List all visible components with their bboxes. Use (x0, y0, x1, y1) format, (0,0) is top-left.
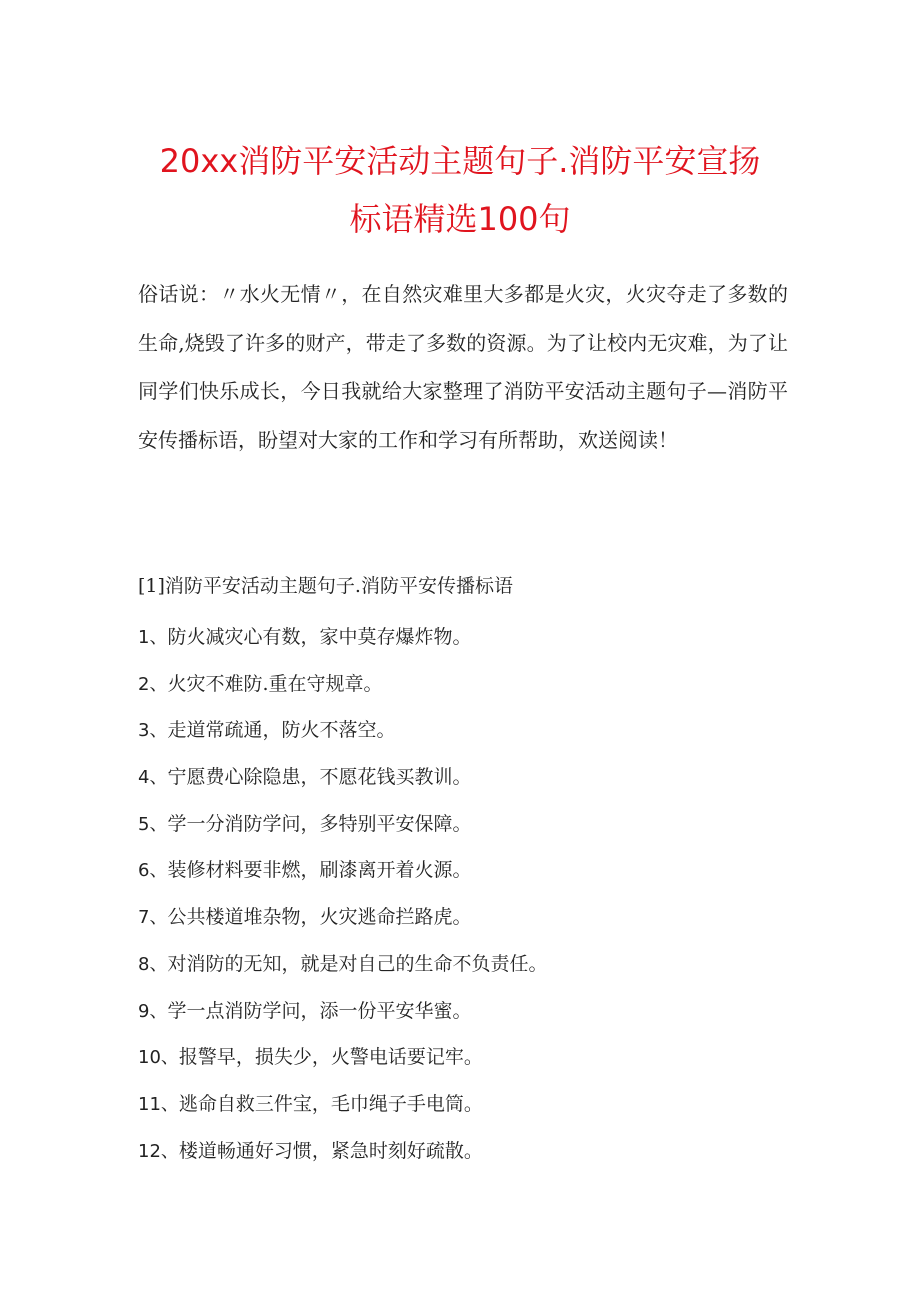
slogan-text: 楼道畅通好习惯，紧急时刻好疏散。 (178, 1139, 483, 1162)
slogan-text: 装修材料要非燃，刷漆离开着火源。 (167, 859, 472, 882)
slogan-number: 5、 (138, 813, 168, 835)
slogan-text: 防火减灾心有数，家中莫存爆炸物。 (167, 626, 472, 648)
slogan-number: 9、 (138, 1000, 168, 1022)
slogan-number: 3、 (138, 720, 168, 742)
slogan-item (138, 707, 788, 754)
slogan-number: 10、 (138, 1047, 179, 1069)
slogan-text: 报警早，损失少，火警电话要记牢。 (178, 1046, 483, 1069)
slogan-item (138, 941, 788, 988)
slogan-item (138, 614, 788, 661)
slogan-text: 宁愿费心除隐患，不愿花钱买教训。 (167, 766, 472, 789)
slogan-item (138, 1034, 788, 1081)
slogan-item (138, 661, 788, 708)
document-title-line-1: 20xx消防平安活动主题句子.消防平安宣扬 (159, 142, 761, 180)
slogan-item (138, 754, 788, 801)
slogan-number: 4、 (138, 767, 168, 789)
slogan-item (138, 894, 788, 941)
slogan-item (138, 847, 788, 894)
slogan-item (138, 1128, 788, 1175)
slogan-number: 8、 (138, 953, 168, 975)
document-title-line-2: 标语精选100句 (349, 200, 571, 238)
slogan-number: 6、 (138, 860, 168, 882)
slogan-text: 对消防的无知，就是对自己的生命不负责任。 (167, 952, 548, 975)
slogan-number: 2、 (138, 673, 168, 695)
slogan-text: 逃命自救三件宝，毛巾绳子手电筒。 (178, 1092, 483, 1115)
intro-paragraph: 俗话说：〃水火无情〃，在自然灾难里大多都是火灾，火灾夺走了多数的生命,烧毁了许多的财产，带走了多数的资源。为了让校内无灾难，为了让同学们快乐成长，今日我就给大家整理了消防平安活动主题句子—消防平安传播标语，盼望对大家的工作和学习有所帮助，欢送阅读！ (138, 282, 788, 452)
slogan-text: 火灾不难防.重在守规章。 (167, 672, 383, 695)
slogan-text: 学一点消防学问，添一份平安华蜜。 (167, 999, 472, 1022)
slogan-item (138, 1081, 788, 1128)
slogan-item (138, 988, 788, 1035)
slogan-number: 11、 (138, 1093, 179, 1115)
slogan-text: 学一分消防学问，多特别平安保障。 (167, 812, 472, 835)
slogan-number: 7、 (138, 907, 168, 929)
slogan-item (138, 801, 788, 848)
slogan-text: 公共楼道堆杂物，火灾逃命拦路虎。 (167, 906, 472, 929)
slogan-number: 12、 (138, 1140, 179, 1162)
slogan-number: 1、 (138, 627, 168, 648)
slogan-list (138, 614, 788, 1174)
section-heading: [1]消防平安活动主题句子.消防平安传播标语 (138, 575, 513, 597)
slogan-text: 走道常疏通，防火不落空。 (167, 719, 396, 742)
